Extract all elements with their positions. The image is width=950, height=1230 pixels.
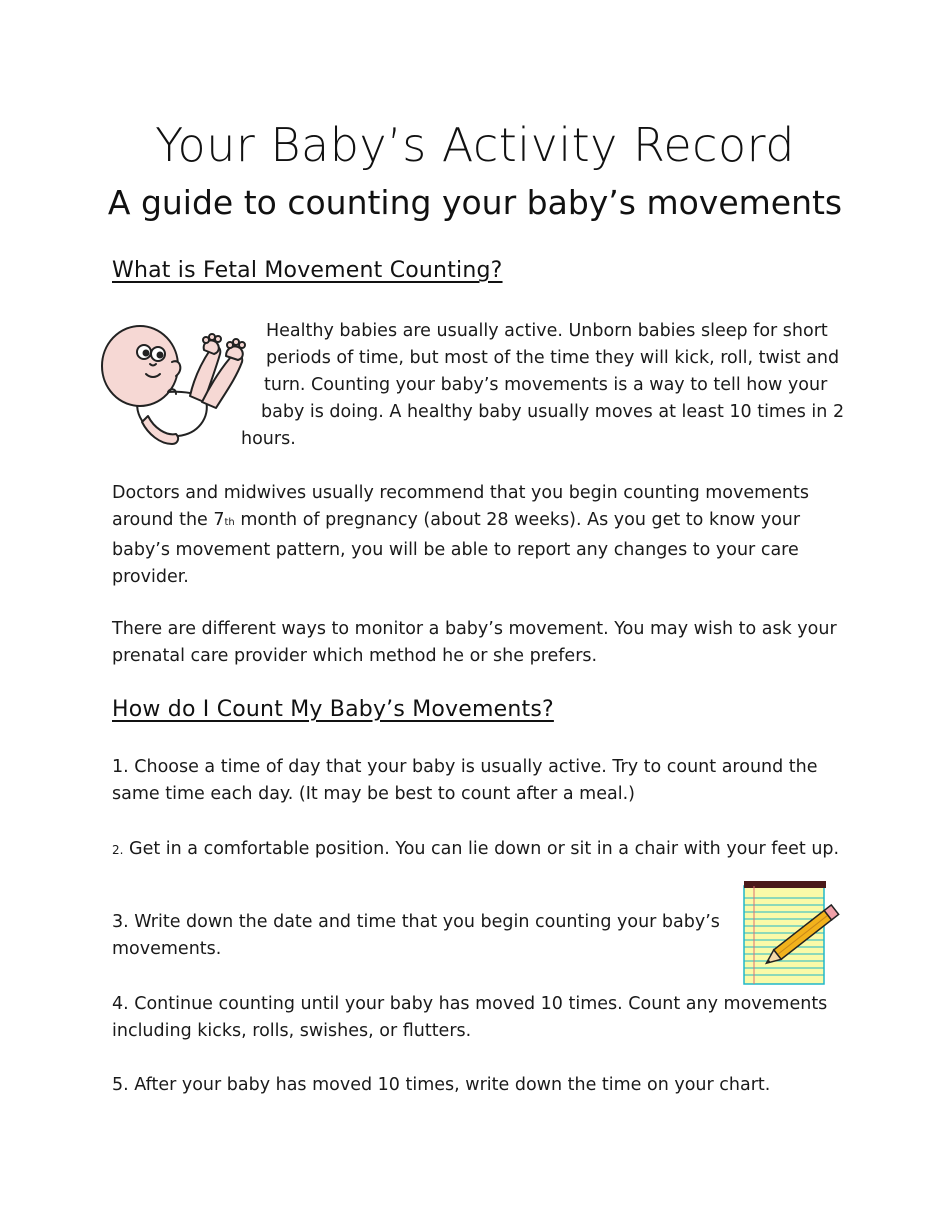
step-1: 1. Choose a time of day that your baby is usually active. Try to count around the same time each day. (It may be best to count after a meal.) [112, 757, 818, 805]
intro-line-1: Healthy babies are usually active. Unborn babies sleep for short [266, 321, 828, 341]
intro-line-2: periods of time, but most of the time they will kick, roll, twist and [266, 348, 840, 368]
page-subtitle: A guide to counting your baby’s movements [107, 183, 843, 222]
intro-line-5: hours. [241, 429, 296, 449]
intro-line-4: baby is doing. A healthy baby usually moves at least 10 times in 2 [261, 402, 845, 422]
notepad-pencil-illustration [740, 878, 852, 988]
paragraph-doctors-part-2: month of pregnancy (about 28 weeks). As you get to know your baby’s movement pattern, you will be able to report any changes to your care provider. [112, 510, 801, 587]
paragraph-doctors-part-1: Doctors and midwives usually recommend that you begin counting movements around the 7 [112, 483, 810, 531]
step-2 [112, 836, 840, 864]
step-3: 3. Write down the date and time that you begin counting your baby’s movements. [112, 912, 720, 960]
intro-line-3: turn. Counting your baby’s movements is a way to tell how your [264, 375, 828, 395]
ordinal-suffix: th [224, 517, 235, 529]
section-heading-fetal-movement: What is Fetal Movement Counting? [112, 258, 503, 283]
section-heading-how-to-count: How do I Count My Baby’s Movements? [112, 697, 554, 722]
baby-illustration [98, 318, 256, 450]
step-2-number: 2. [112, 843, 124, 857]
paragraph-monitor: There are different ways to monitor a baby’s movement. You may wish to ask your prenatal care provider which method he or she prefers. [112, 619, 837, 667]
step-2-text: Get in a comfortable position. You can lie down or sit in a chair with your feet up. [123, 839, 840, 859]
page-title: Your Baby’s Activity Record [155, 118, 795, 172]
step-5: 5. After your baby has moved 10 times, write down the time on your chart. [112, 1075, 771, 1095]
paragraph-doctors [112, 480, 840, 591]
step-4: 4. Continue counting until your baby has moved 10 times. Count any movements including kicks, rolls, swishes, or flutters. [112, 994, 828, 1042]
